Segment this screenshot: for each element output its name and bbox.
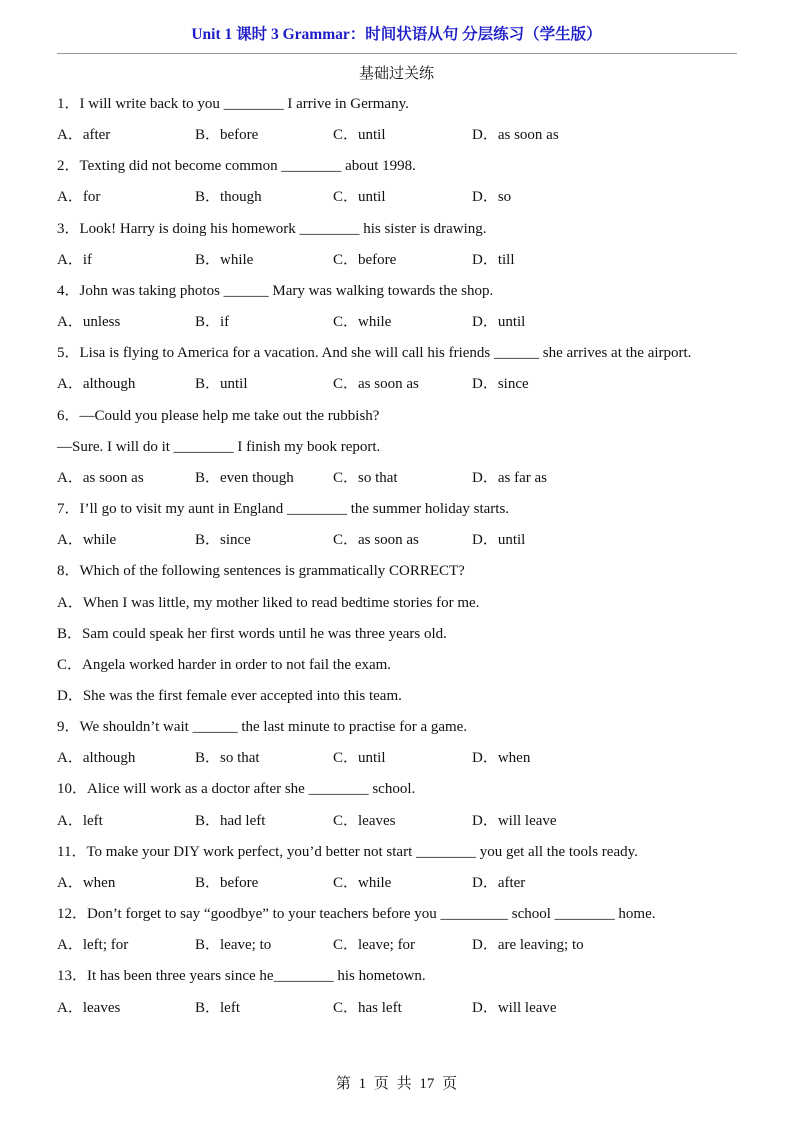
- section-title: 基础过关练: [358, 66, 434, 82]
- answer-options: [57, 746, 747, 777]
- answer-option: A．while: [57, 532, 117, 549]
- answer-option: A．left; for: [57, 937, 129, 954]
- answer-option: D．as far as: [472, 469, 547, 486]
- header-divider: [57, 53, 737, 54]
- answer-option: C．as soon as: [333, 532, 419, 549]
- question-stem: 13．It has been three years since he________ his hometown.: [57, 968, 426, 985]
- answer-option: C．so that: [333, 469, 398, 486]
- document-header-title: Unit 1 课时 3 Grammar：时间状语从句 分层练习（学生版）: [191, 26, 602, 43]
- question-stem: 9．We shouldn’t wait ______ the last minute to practise for a game.: [57, 719, 468, 736]
- answer-option: A．for: [57, 189, 101, 206]
- answer-options: [57, 248, 747, 279]
- answer-option: D．till: [472, 251, 515, 268]
- question-stem: 6．—Could you please help me take out the rubbish?: [57, 407, 380, 424]
- question-line: C．Angela worked harder in order to not fail the exam.: [57, 656, 392, 673]
- answer-option: C．leaves: [333, 812, 396, 829]
- answer-option: A．if: [57, 251, 92, 268]
- answer-option: D．as soon as: [472, 127, 559, 144]
- question-stem: 3．Look! Harry is doing his homework ________ his sister is drawing.: [57, 220, 487, 237]
- answer-options: [57, 528, 747, 559]
- answer-option: D．after: [472, 874, 526, 891]
- answer-options: [57, 871, 747, 902]
- answer-option: B．while: [195, 251, 254, 268]
- answer-options: [57, 466, 747, 497]
- answer-options: [57, 123, 747, 154]
- answer-option: D．will leave: [472, 999, 557, 1016]
- answer-option: D．since: [472, 376, 529, 393]
- answer-option: C．while: [333, 874, 392, 891]
- answer-options: [57, 310, 747, 341]
- answer-option: B．left: [195, 999, 240, 1016]
- answer-option: B．before: [195, 874, 259, 891]
- question-stem: 11．To make your DIY work perfect, you’d better not start ________ you get all the tools ready.: [57, 843, 638, 860]
- question-stem: 4．John was taking photos ______ Mary was walking towards the shop.: [57, 282, 494, 299]
- question-stem: 12．Don’t forget to say “goodbye” to your teachers before you _________ school ________ home.: [57, 906, 656, 923]
- page-number: 第 1 页 共 17 页: [335, 1076, 458, 1092]
- answer-option: D．until: [472, 532, 526, 549]
- answer-option: C．has left: [333, 999, 402, 1016]
- answer-option: C．until: [333, 127, 386, 144]
- answer-option: A．left: [57, 812, 103, 829]
- question-stem: 5．Lisa is flying to America for a vacation. And she will call his friends ______ she arrives at the airport.: [57, 345, 692, 362]
- question-list: [57, 92, 747, 1027]
- answer-option: B．leave; to: [195, 937, 272, 954]
- answer-options: [57, 372, 747, 403]
- answer-option: B．until: [195, 376, 248, 393]
- answer-options: [57, 809, 747, 840]
- question-stem: 2．Texting did not become common ________ about 1998.: [57, 158, 416, 175]
- answer-options: [57, 185, 747, 216]
- question-stem: 1．I will write back to you ________ I arrive in Germany.: [57, 96, 409, 112]
- answer-option: D．will leave: [472, 812, 557, 829]
- answer-option: C．leave; for: [333, 937, 416, 954]
- answer-options: [57, 996, 747, 1027]
- question-line: A．When I was little, my mother liked to read bedtime stories for me.: [57, 594, 480, 611]
- question-stem: 10．Alice will work as a doctor after she ________ school.: [57, 781, 416, 798]
- answer-option: A．after: [57, 127, 111, 144]
- answer-option: A．unless: [57, 314, 121, 331]
- question-stem: 8．Which of the following sentences is grammatically CORRECT?: [57, 563, 465, 580]
- answer-option: B．so that: [195, 750, 260, 767]
- answer-option: C．before: [333, 251, 397, 268]
- answer-option: A．although: [57, 750, 136, 767]
- answer-option: C．as soon as: [333, 376, 419, 393]
- answer-option: C．until: [333, 189, 386, 206]
- answer-option: D．when: [472, 750, 531, 767]
- answer-option: C．while: [333, 314, 392, 331]
- question-stem: 7．I’ll go to visit my aunt in England ________ the summer holiday starts.: [57, 501, 510, 518]
- answer-option: A．leaves: [57, 999, 121, 1016]
- answer-option: A．although: [57, 376, 136, 393]
- answer-option: B．though: [195, 189, 262, 206]
- answer-options: [57, 933, 747, 964]
- answer-option: D．so: [472, 189, 512, 206]
- question-line: B．Sam could speak her first words until he was three years old.: [57, 625, 447, 642]
- answer-option: B．even though: [195, 469, 294, 486]
- answer-option: B．since: [195, 532, 251, 549]
- answer-option: B．if: [195, 314, 230, 331]
- answer-option: D．until: [472, 314, 526, 331]
- question-line: D．She was the first female ever accepted into this team.: [57, 687, 402, 704]
- question-line: —Sure. I will do it ________ I finish my book report.: [57, 438, 381, 455]
- answer-option: B．before: [195, 127, 259, 144]
- answer-option: A．as soon as: [57, 469, 144, 486]
- answer-option: D．are leaving; to: [472, 937, 584, 954]
- answer-option: C．until: [333, 750, 386, 767]
- answer-option: B．had left: [195, 812, 266, 829]
- answer-option: A．when: [57, 874, 116, 891]
